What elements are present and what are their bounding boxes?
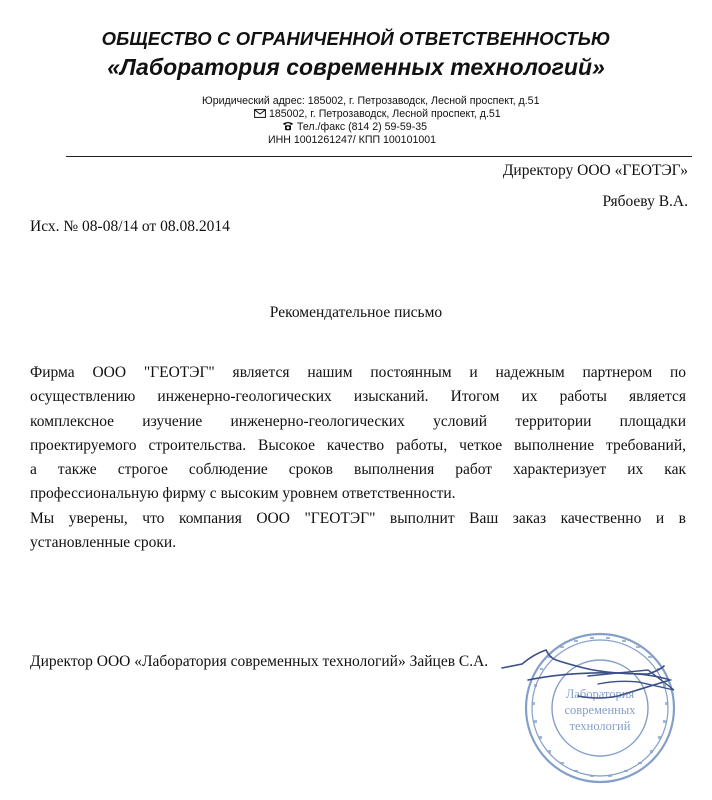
body-line: а также строгое соблюдение сроков выполнения работ характеризует их как: [30, 461, 686, 479]
recipient-name: Рябоеву В.А.: [602, 193, 688, 210]
body-line: установленные сроки.: [30, 534, 177, 552]
document-title: Рекомендательное письмо: [269, 304, 443, 321]
letterhead-org-form: ОБЩЕСТВО С ОГРАНИЧЕННОЙ ОТВЕТСТВЕННОСТЬЮ: [101, 28, 611, 49]
phone-row: [282, 121, 427, 135]
seal-text: технологий: [569, 719, 631, 733]
letterhead-divider: [66, 156, 692, 157]
body-line: профессиональную фирму с высоким уровнем ответственности.: [30, 485, 456, 503]
phone-icon: [282, 121, 294, 135]
envelope-icon: [254, 109, 266, 122]
legal-address: Юридический адрес: 185002, г. Петрозаводск, Лесной проспект, д.51: [202, 95, 540, 107]
postal-address-row: [254, 108, 501, 122]
seal-text: Лаборатория: [565, 687, 635, 701]
body-line: Фирма ООО "ГЕОТЭГ" является нашим постоянным и надежным партнером по: [30, 364, 686, 381]
letter-body: [30, 361, 686, 555]
recipient-position: Директору ООО «ГЕОТЭГ»: [502, 162, 688, 179]
body-line: комплексное изучение инженерно-геологических условий территории площадки: [30, 412, 686, 430]
body-line: проектируемого строительства. Высокое качество работы, четкое выполнение требований,: [30, 436, 686, 454]
signature-line: Директор ООО «Лаборатория современных технологий» Зайцев С.А.: [30, 653, 489, 670]
handwritten-signature: [498, 640, 688, 710]
body-line: осуществлению инженерно-геологических изысканий. Итогом их работы является: [30, 388, 686, 406]
postal-address: 185002, г. Петрозаводск, Лесной проспект, д.51: [269, 108, 501, 120]
inn-kpp: ИНН 1001261247/ КПП 100101001: [268, 134, 437, 146]
phone-fax: Тел./факс (814 2) 59-59-35: [297, 121, 428, 133]
outgoing-number: Исх. № 08-08/14 от 08.08.2014: [30, 218, 230, 235]
body-line: Мы уверены, что компания ООО "ГЕОТЭГ" выполнит Ваш заказ качественно и в: [30, 509, 686, 527]
seal-text: современных: [564, 703, 636, 717]
letterhead-org-name: «Лаборатория современных технологий»: [107, 54, 605, 80]
